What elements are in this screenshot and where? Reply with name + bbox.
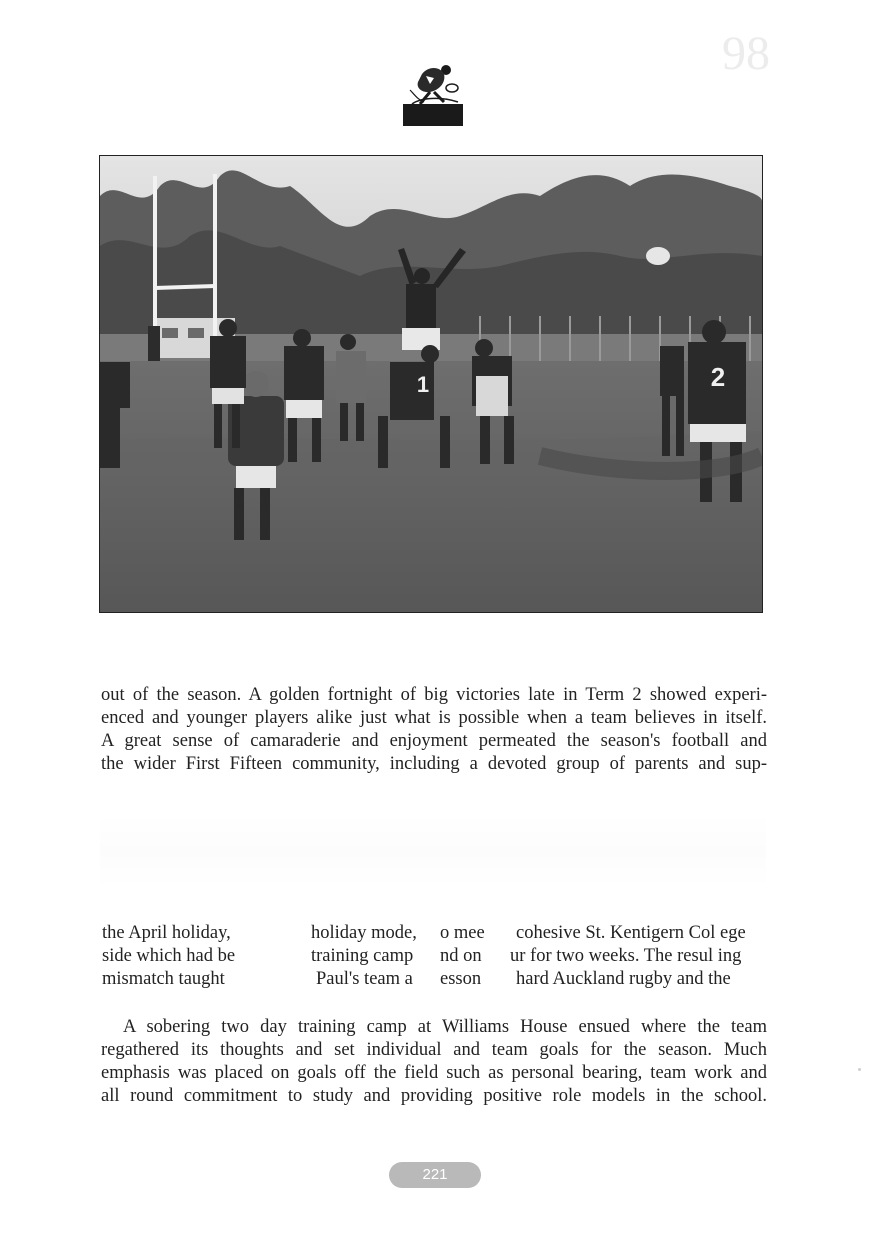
jersey-number-2: 2 <box>710 362 726 392</box>
fragment: holiday mode, <box>311 923 417 943</box>
fragment: Paul's team a <box>316 969 413 989</box>
year-number: 98 <box>722 27 770 80</box>
fragment: hard Auckland rugby and the <box>516 969 731 989</box>
text-line: A great sense of camaraderie and enjoyment permeated the season's football and <box>101 731 767 751</box>
fragment: ur for two weeks. The resul ing <box>510 946 742 966</box>
text-line: enced and younger players alike just what is possible when a team believes in itself. <box>101 708 767 728</box>
fragment: esson <box>440 969 482 989</box>
text-line: all round commitment to study and providing positive role models in the school. <box>101 1086 767 1106</box>
fragment: nd on <box>440 946 482 966</box>
jersey-number-1: 1 <box>416 372 430 397</box>
fragment: mismatch taught <box>102 969 225 989</box>
fragment: o mee <box>440 923 485 943</box>
text-line: A sobering two day training camp at Williams House ensued where the team <box>123 1017 767 1037</box>
text-line: the wider First Fifteen community, including a devoted group of parents and sup- <box>101 754 767 774</box>
faded-text-region <box>100 812 766 890</box>
text-line: emphasis was placed on goals off the field such as personal bearing, team work and <box>101 1063 767 1083</box>
fragment: training camp <box>311 946 414 966</box>
text-line: regathered its thoughts and set individual and team goals for the season. Much <box>101 1040 767 1060</box>
speck <box>858 1068 861 1071</box>
paragraph-top <box>101 684 767 776</box>
fragment: side which had be <box>102 946 236 966</box>
rugby-lineout-photo <box>99 155 763 613</box>
fragment: the April holiday, <box>102 923 231 943</box>
rugby-player-logo-icon <box>400 60 466 128</box>
text-line: out of the season. A golden fortnight of big victories late in Term 2 showed experi- <box>101 685 767 705</box>
year-watermark <box>560 26 770 86</box>
page-number: 221 <box>389 1162 481 1188</box>
paragraph-bottom <box>101 1016 767 1108</box>
fragment: cohesive St. Kentigern Col ege <box>516 923 746 943</box>
